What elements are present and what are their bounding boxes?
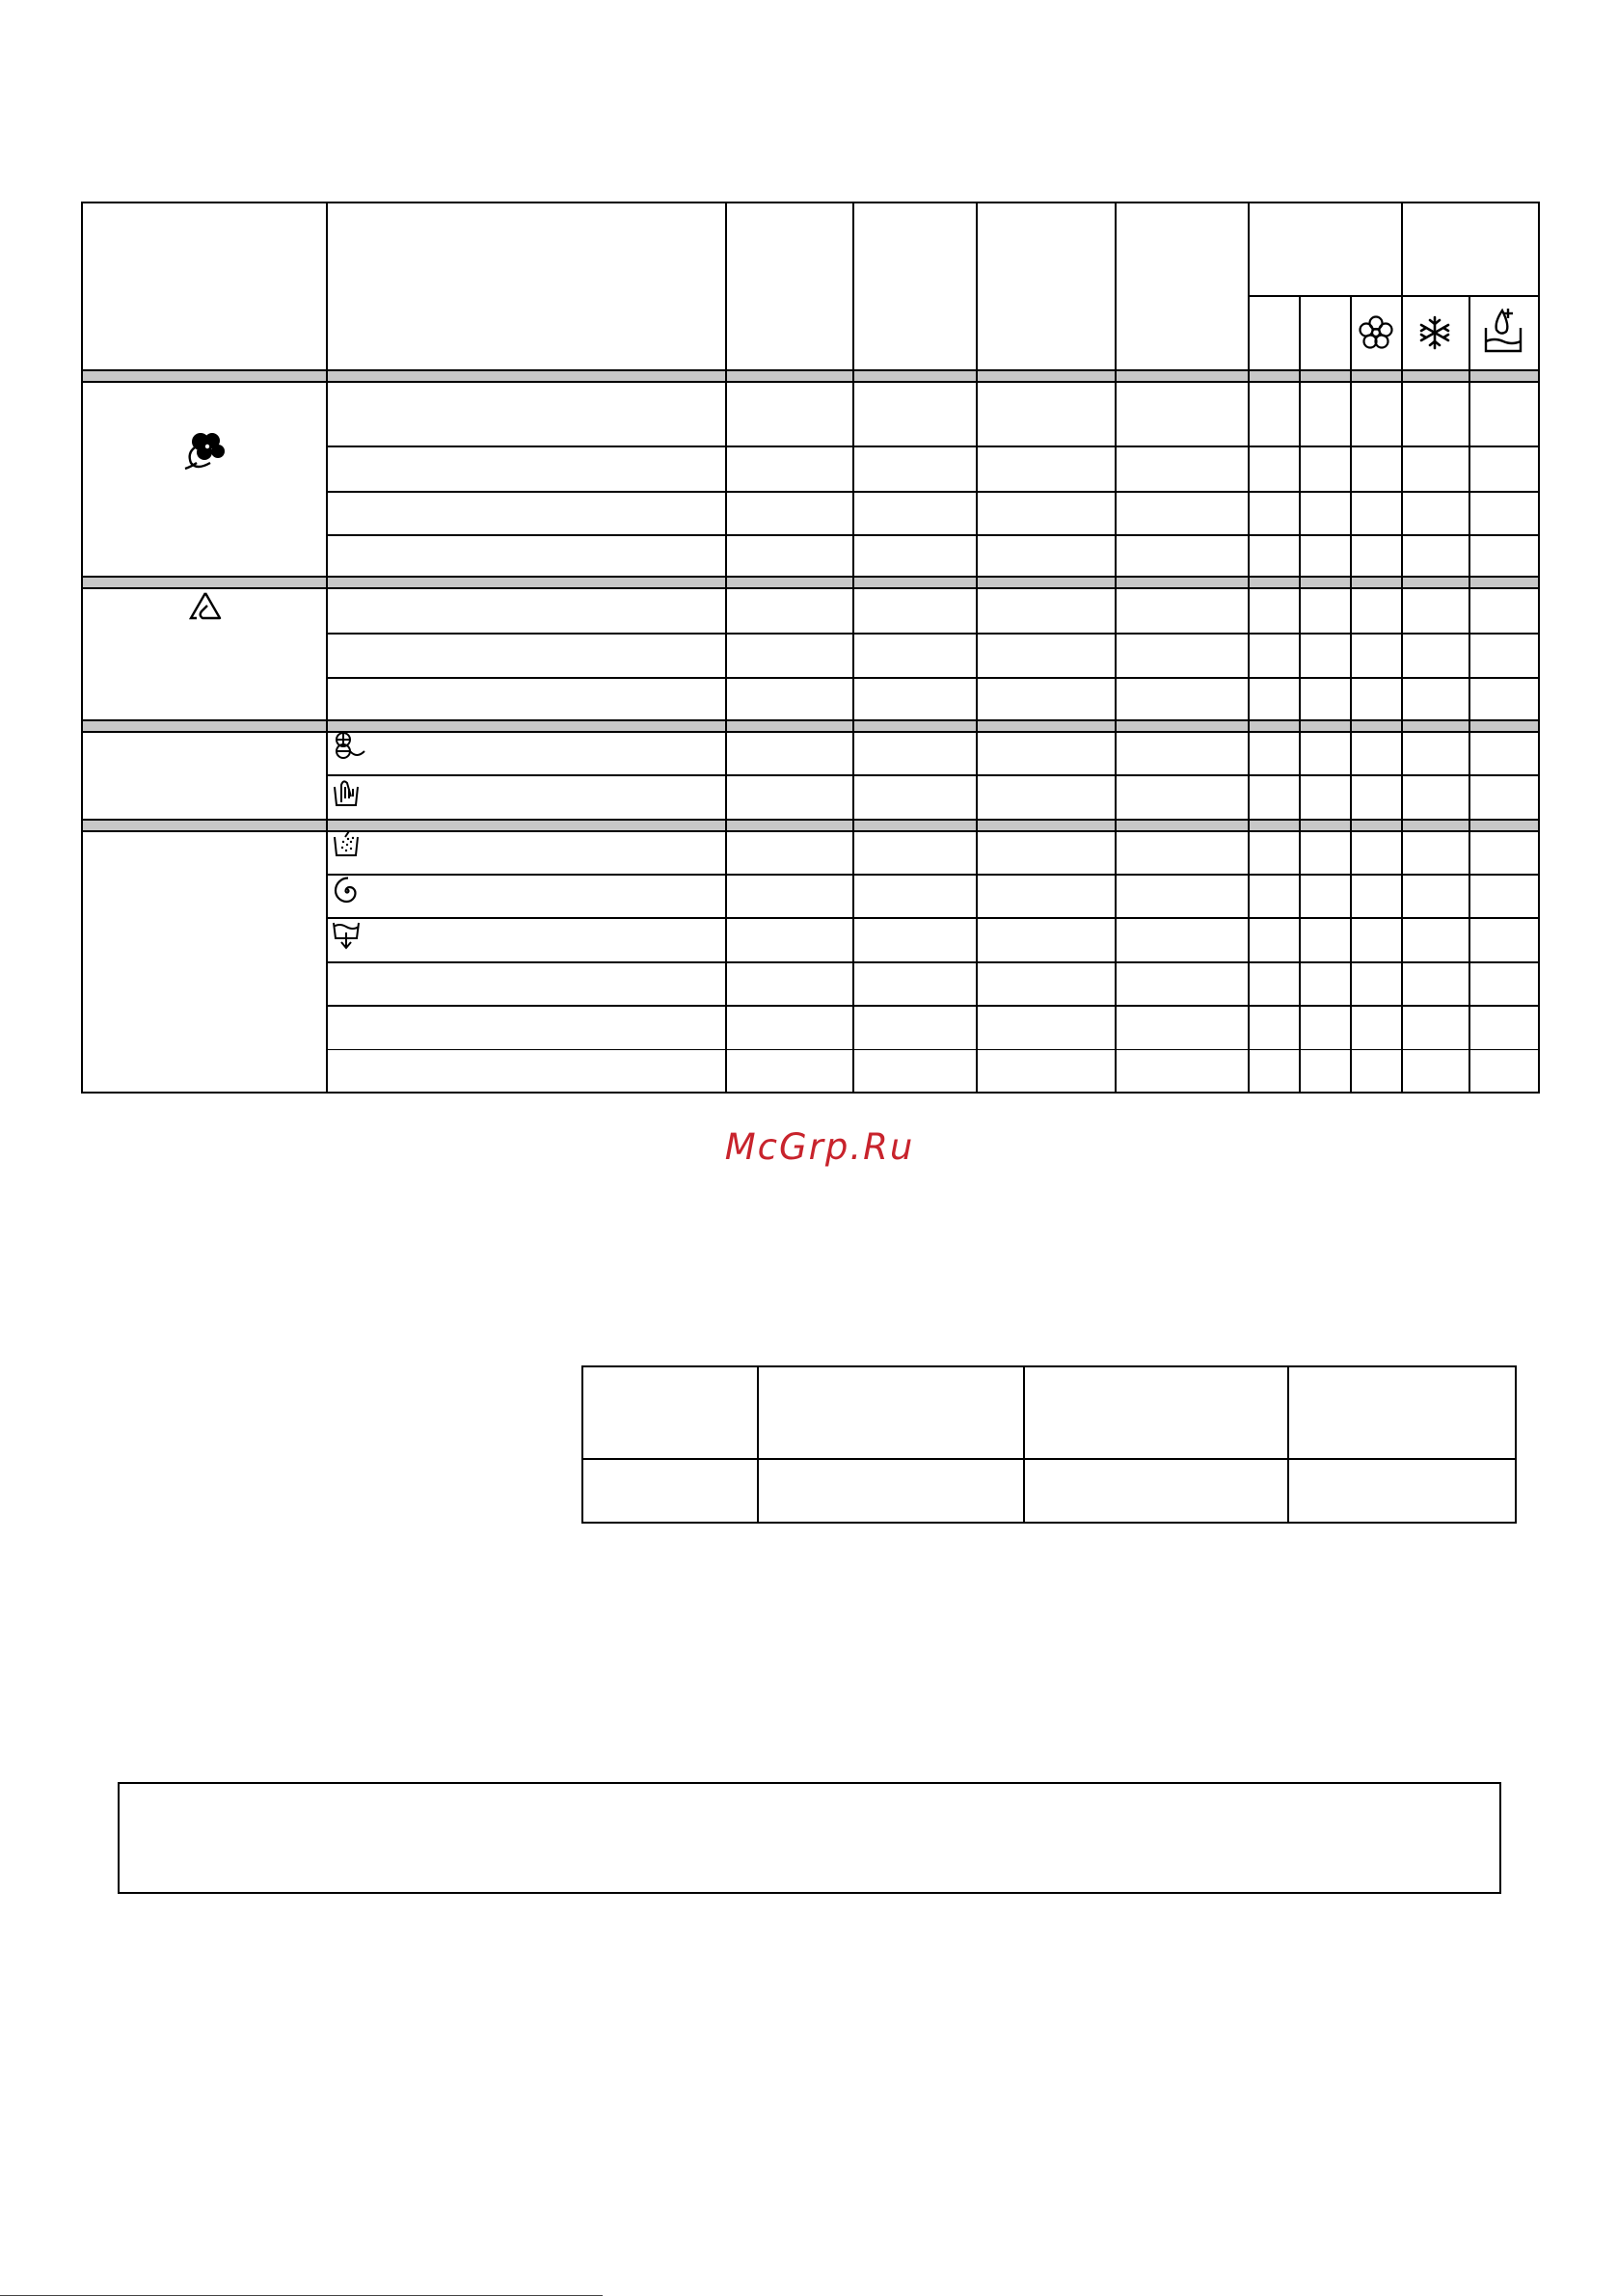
bucket-drop-icon — [1483, 305, 1523, 357]
hand-wash-icon — [332, 775, 361, 808]
note-box — [118, 1782, 1501, 1894]
rinse-icon — [332, 829, 361, 858]
synthetic-triangle-icon — [189, 590, 222, 621]
drain-icon — [332, 919, 363, 950]
flower-icon — [1358, 314, 1394, 351]
wool-icon — [332, 730, 366, 763]
snowflake-icon — [1416, 314, 1453, 351]
cotton-icon — [181, 428, 229, 473]
watermark: McGrp.Ru — [724, 1126, 915, 1168]
spin-icon — [333, 877, 362, 905]
